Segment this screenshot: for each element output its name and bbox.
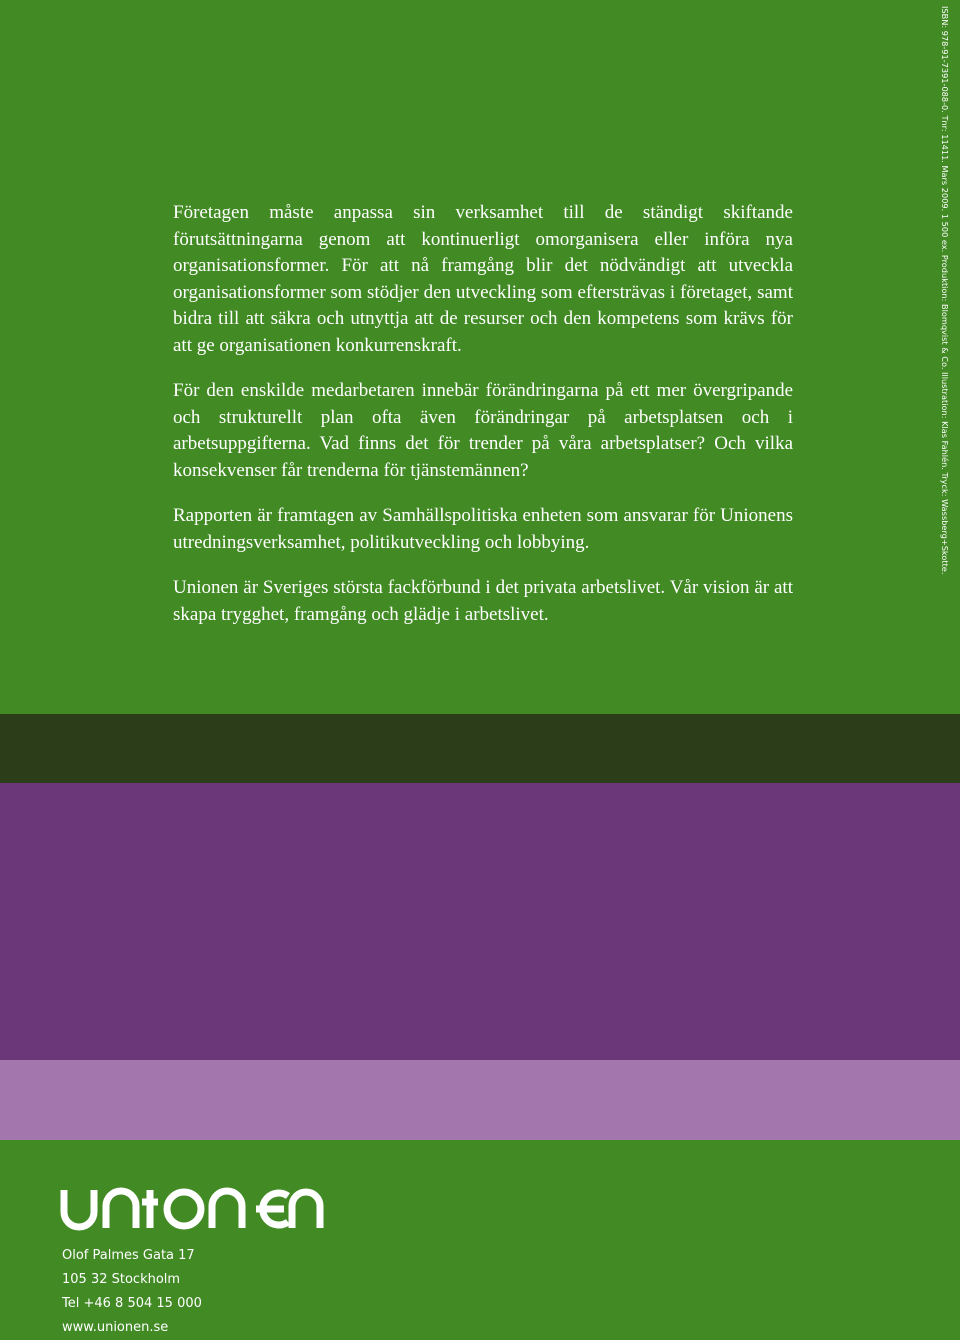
paragraph-intro: Företagen måste anpassa sin verksamhet till de ständigt skiftande förutsättningarna genom att kontinuerligt omorganisera eller införa nya organisationsformer. För att nå framgång blir det nödvändigt att utveckla organisationsformer som stödjer den utveckling som eftersträvas i företaget, samt bidra till att säkra och utnyttja att de resurser och den kompetens som krävs för att ge organisationen konkurrenskraft. xyxy=(173,202,793,356)
address-city: 105 32 Stockholm xyxy=(62,1272,181,1287)
colophon-text: ISBN: 978-91-7391-088-0. Tnr: 11411. Mars 2009. 1 500 ex. Produktion: Blomqvist & Co. Illustration: Klas Fahlén. Tryck: Wassberg+Skotte. xyxy=(940,6,950,575)
website-link[interactable]: www.unionen.se xyxy=(62,1320,169,1335)
lilac-band xyxy=(0,1060,960,1140)
dark-green-band xyxy=(0,714,960,783)
back-cover-text xyxy=(173,200,793,647)
colophon xyxy=(940,6,954,575)
paragraph-vision: Unionen är Sveriges största fackförbund i det privata arbetslivet. Vår vision är att skapa trygghet, framgång och glädje i arbetslivet. xyxy=(173,577,793,625)
contact-address xyxy=(62,1244,202,1340)
phone-number: Tel +46 8 504 15 000 xyxy=(62,1296,202,1311)
purple-band xyxy=(0,783,960,1060)
paragraph-report: Rapporten är framtagen av Samhällspolitiska enheten som ansvarar för Unionens utredningsverksamhet, politikutveckling och lobbying. xyxy=(173,505,793,553)
address-street: Olof Palmes Gata 17 xyxy=(62,1248,195,1263)
unionen-logo xyxy=(60,1186,324,1232)
paragraph-employee: För den enskilde medarbetaren innebär förändringarna på ett mer övergripande och strukturellt plan ofta även förändringar på arbetsplatsen och i arbetsuppgifterna. Vad finns det för trender på våra arbetsplatser? Och vilka konsekvenser får trenderna för tjänstemännen? xyxy=(173,380,793,481)
